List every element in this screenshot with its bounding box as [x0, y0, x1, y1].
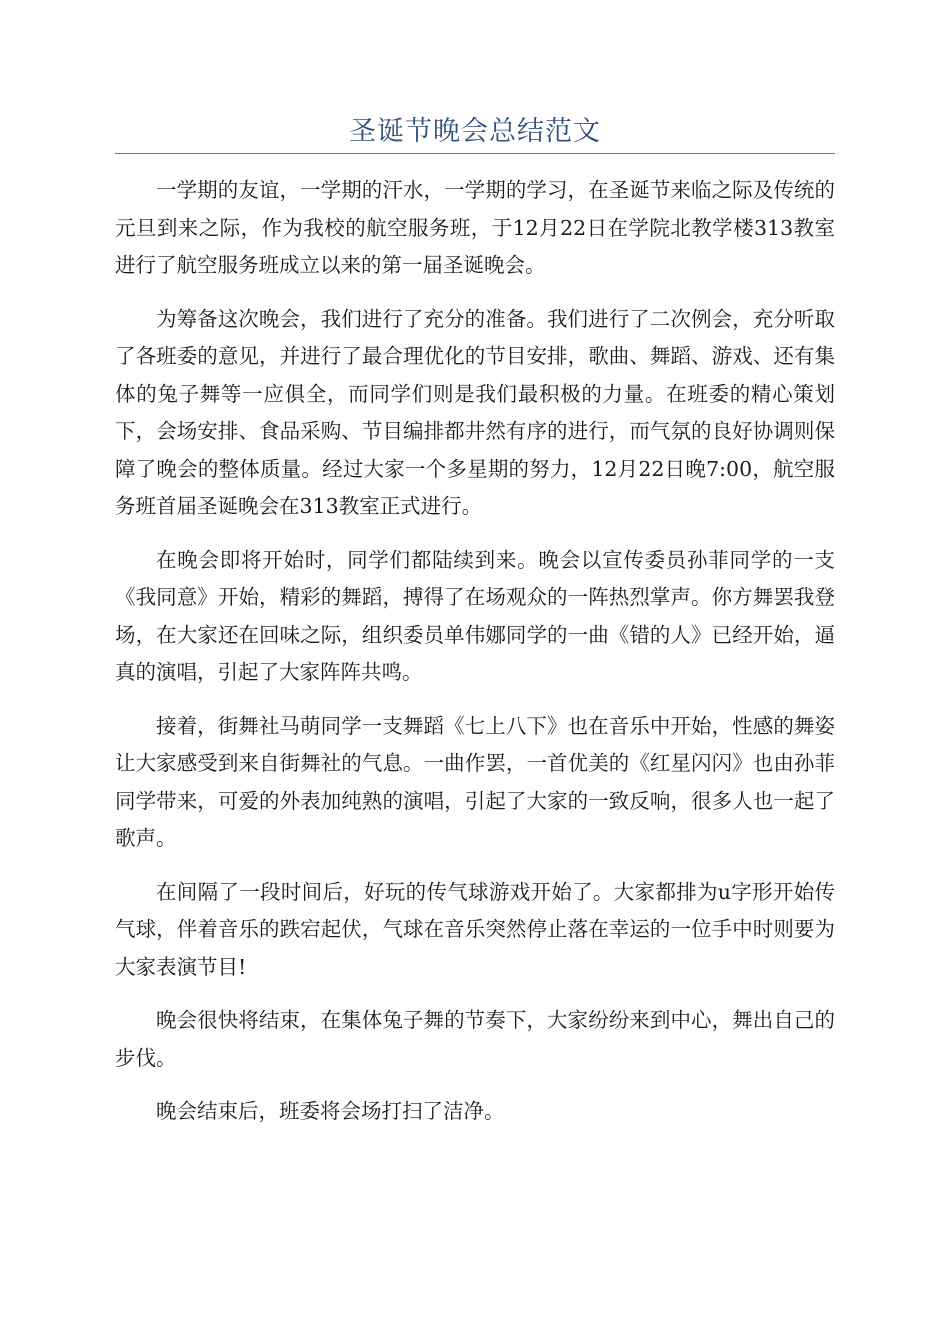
paragraph-3: 在晚会即将开始时，同学们都陆续到来。晚会以宣传委员孙菲同学的一支《我同意》开始，精彩的舞蹈，搏得了在场观众的一阵热烈掌声。你方舞罢我登场，在大家还在回味之际，组织委员单伟娜同学的一曲《错的人》已经开始，逼真的演唱，引起了大家阵阵共鸣。 — [115, 547, 835, 684]
document-body — [115, 172, 835, 1147]
title-underline — [115, 153, 835, 154]
paragraph-5: 在间隔了一段时间后，好玩的传气球游戏开始了。大家都排为u字形开始传气球，伴着音乐的跌宕起伏，气球在音乐突然停止落在幸运的一位手中时则要为大家表演节目! — [115, 879, 835, 979]
paragraph-4: 接着，街舞社马萌同学一支舞蹈《七上八下》也在音乐中开始，性感的舞姿让大家感受到来自街舞社的气息。一曲作罢，一首优美的《红星闪闪》也由孙菲同学带来，可爱的外表加纯熟的演唱，引起了大家的一致反响，很多人也一起了歌声。 — [115, 713, 835, 850]
paragraph-6: 晚会很快将结束，在集体兔子舞的节奏下，大家纷纷来到中心，舞出自己的步伐。 — [115, 1008, 835, 1070]
paragraph-2: 为筹备这次晚会，我们进行了充分的准备。我们进行了二次例会，充分听取了各班委的意见，并进行了最合理优化的节目安排，歌曲、舞蹈、游戏、还有集体的兔子舞等一应俱全，而同学们则是我们最积极的力量。在班委的精心策划下，会场安排、食品采购、节目编排都井然有序的进行，而气氛的良好协调则保障了晚会的整体质量。经过大家一个多星期的努力，12月22日晚7:00，航空服务班首届圣诞晚会在313教室正式进行。 — [115, 306, 835, 518]
paragraph-1: 一学期的友谊，一学期的汗水，一学期的学习，在圣诞节来临之际及传统的元旦到来之际，作为我校的航空服务班，于12月22日在学院北教学楼313教室进行了航空服务班成立以来的第一届圣诞晚会。 — [115, 178, 835, 277]
paragraph-7: 晚会结束后，班委将会场打扫了洁净。 — [156, 1099, 505, 1123]
document-title: 圣诞节晚会总结范文 — [349, 116, 601, 147]
